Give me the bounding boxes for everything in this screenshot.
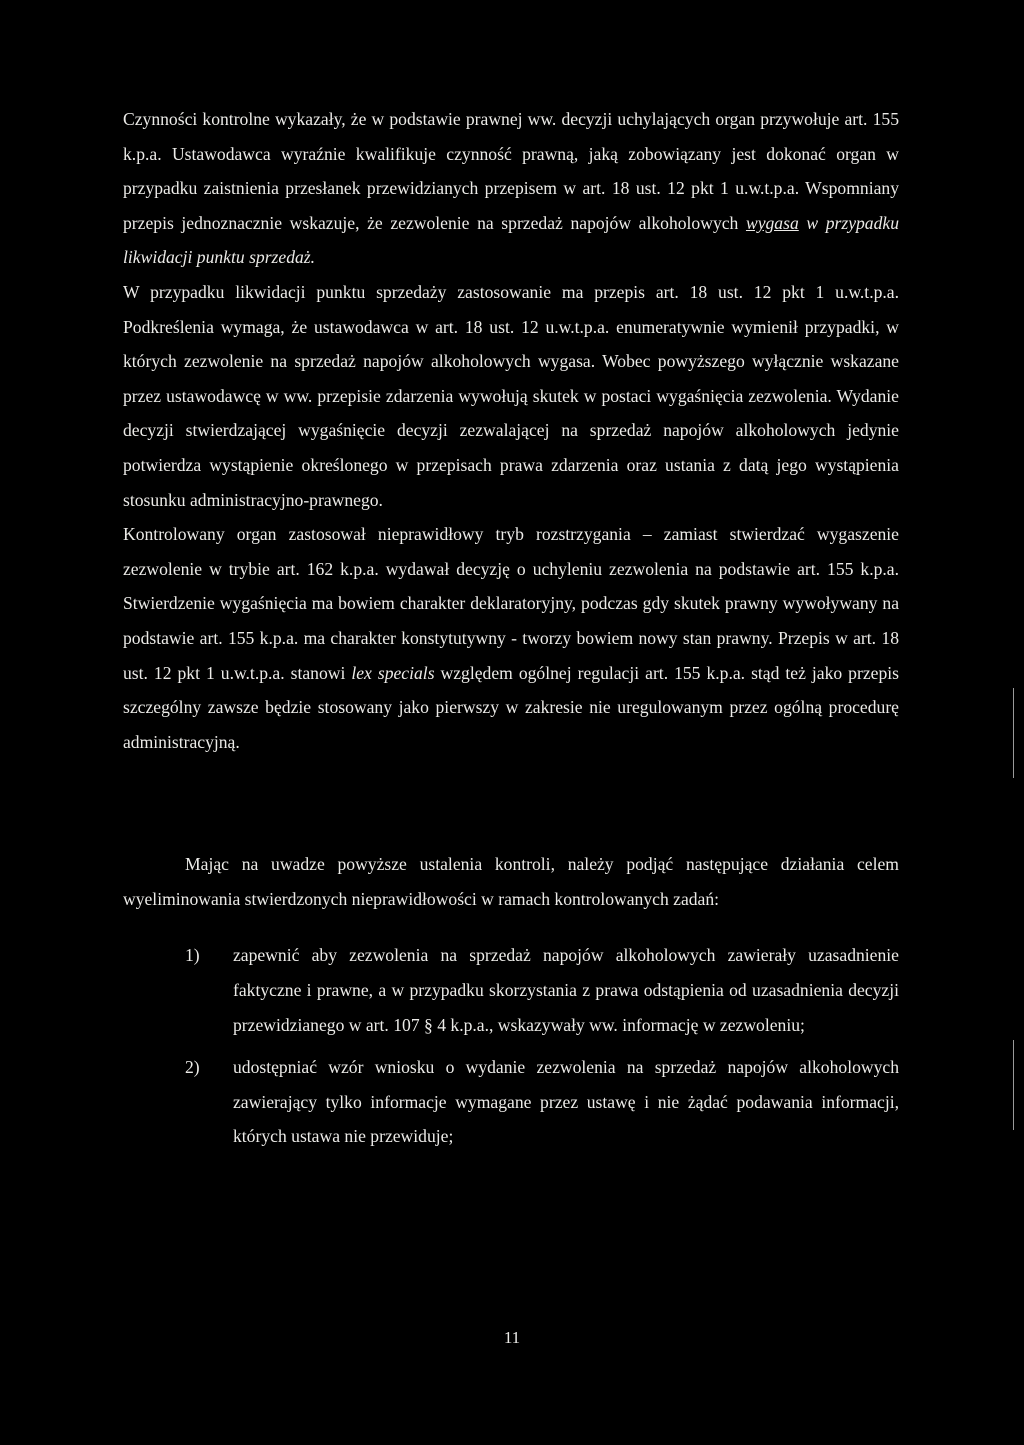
paragraph-liquidation: W przypadku likwidacji punktu sprzedaży zastosowanie ma przepis art. 18 ust. 12 pkt 1 u.w.t.p.a. Podkreślenia wymaga, że ustawodawca w art. 18 ust. 12 u.w.t.p.a. enumeratywnie wymienił przypadki, w których zezwolenie na sprzedaż napojów alkoholowych wygasa. Wobec powyższego wyłącznie wskazane przez ustawodawcę w ww. przepisie zdarzenia wywołują skutek w postaci wygaśnięcia zezwolenia. Wydanie decyzji stwierdzającej wygaśnięcie decyzji zezwalającej na sprzedaż napojów alkoholowych jedynie potwierdza wystąpienie określonego w przepisach prawa zdarzenia oraz ustania z datą jego wystąpienia stosunku administracyjno-prawnego.	[123, 281, 899, 510]
paragraph-text: Kontrolowany organ zastosował nieprawidłowy tryb rozstrzygania – zamiast stwierdzać wygaszenie zezwolenie w trybie art. 162 k.p.a. wydawał decyzję o uchyleniu zezwolenia na podstawie art. 155 k.p.a. Stwierdzenie wygaśnięcia ma bowiem charakter deklaratoryjny, podczas gdy skutek prawny wywoływany na podstawie art. 155 k.p.a. ma charakter konstytutywny - tworzy bowiem nowy stan prawny. Przepis w art. 18 ust. 12 pkt 1 u.w.t.p.a. stanowi	[123, 524, 899, 683]
italic-latin-term: lex specials	[351, 662, 435, 683]
paragraph-recommendations-intro: Mając na uwadze powyższe ustalenia kontroli, należy podjąć następujące działania celem wyeliminowania stwierdzonych nieprawidłowości w ramach kontrolowanych zadań:	[123, 854, 899, 909]
list-item-text: udostępniać wzór wniosku o wydanie zezwolenia na sprzedaż napojów alkoholowych zawierający tylko informacje wymagane przez ustawę i nie żądać podawania informacji, których ustawa nie przewiduje;	[233, 1057, 899, 1147]
page-number: 11	[503, 1328, 521, 1347]
italic-phrase: w przypadku likwidacji punktu sprzedaż.	[123, 212, 900, 268]
paragraph-text: Czynności kontrolne wykazały, że w podstawie prawnej ww. decyzji uchylających organ przywołuje art. 155 k.p.a. Ustawodawca wyraźnie kwalifikuje czynność prawną, jaką zobowiązany jest dokonać organ w przypadku zaistnienia przesłanek przewidzianych przepisem w art. 18 ust. 12 pkt 1 u.w.t.p.a. Wspomniany przepis jednoznacznie wskazuje, że zezwolenie na sprzedaż napojów alkoholowych	[123, 109, 899, 233]
paragraph-control-findings	[123, 102, 899, 275]
margin-scan-line	[1013, 1040, 1014, 1130]
list-item-text: zapewnić aby zezwolenia na sprzedaż napojów alkoholowych zawierały uzasadnienie faktyczne i prawne, a w przypadku skorzystania z prawa odstąpienia od uzasadnienia decyzji przewidzianego w art. 107 § 4 k.p.a., wskazywały ww. informację w zezwoleniu;	[233, 945, 899, 1035]
paragraph-procedure	[123, 517, 899, 759]
list-item	[123, 1050, 899, 1154]
list-item	[123, 938, 899, 1042]
section-spacer	[123, 759, 899, 847]
paragraph-text: względem ogólnej regulacji art. 155 k.p.a. stąd też jako przepis szczególny zawsze będzie stosowany jako pierwszy w zakresie nie uregulowanym przez ogólną procedurę administracyjną.	[123, 662, 899, 752]
underlined-term: wygasa	[745, 212, 799, 233]
list-item-number: 2)	[185, 1057, 200, 1078]
margin-scan-line	[1013, 688, 1014, 778]
list-item-number: 1)	[185, 945, 200, 966]
recommendations-list	[123, 938, 899, 1154]
document-page	[123, 102, 899, 1162]
